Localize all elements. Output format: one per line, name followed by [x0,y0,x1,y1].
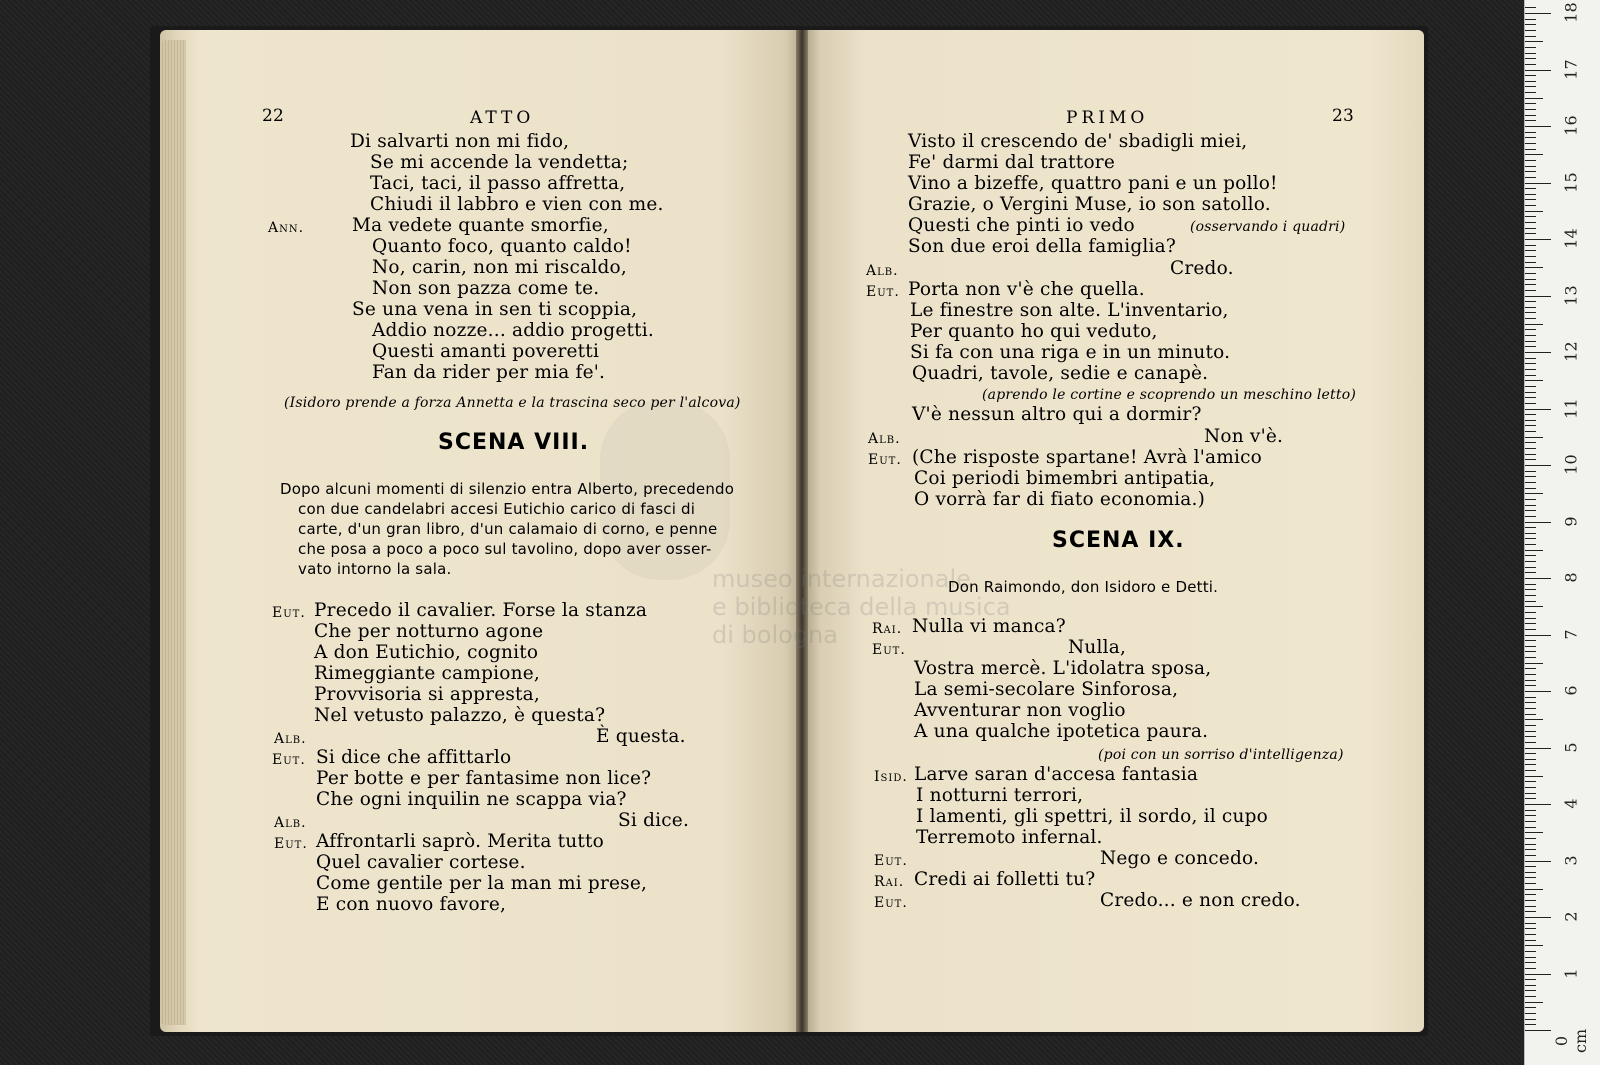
verse-line: V'è nessun altro qui a dormir? [912,404,1202,425]
scene-title: SCENA IX. [1052,528,1185,553]
ruler-tick [1525,691,1551,692]
ruler-tick [1525,527,1536,528]
verse-line: Che ogni inquilin ne scappa via? [316,789,627,810]
ruler-tick [1525,923,1536,924]
ruler-number: 11 [1561,397,1581,419]
ruler-tick [1525,911,1536,912]
ruler-tick [1525,894,1536,895]
ruler-tick [1525,595,1536,596]
speaker-label: Isid. [874,769,908,785]
ruler-tick [1525,329,1536,330]
ruler-tick [1525,979,1536,980]
ruler-tick [1525,488,1536,489]
page-number-right: 23 [1332,106,1355,126]
verse-line: Non son pazza come te. [372,278,600,299]
ruler-tick [1525,685,1536,686]
ruler-number: 12 [1561,341,1581,362]
speaker-label: Ann. [268,220,305,236]
speaker-label: Eut. [866,284,900,300]
ruler-tick [1525,928,1536,929]
scene-title: SCENA VIII. [438,430,590,455]
ruler-tick [1525,454,1536,455]
verse-line: Avventurar non voglio [914,700,1126,721]
stage-direction: (Isidoro prende a forza Annetta e la trascina seco per l'alcova) [284,395,741,411]
ruler-tick [1525,442,1536,443]
ruler-tick [1525,1013,1536,1014]
speaker-label: Eut. [874,853,908,869]
verse-line: Questi che pinti io vedo [908,215,1135,236]
ruler-tick [1525,228,1536,229]
measurement-ruler [1524,0,1600,1065]
ruler-tick [1525,132,1536,133]
ruler-tick [1525,940,1536,941]
ruler-tick [1525,386,1536,387]
verse-line: Le finestre son alte. L'inventario, [910,300,1229,321]
ruler-tick [1525,815,1536,816]
verse-line: (Che risposte spartane! Avrà l'amico [912,447,1262,468]
ruler-tick [1525,759,1536,760]
ruler-tick [1525,448,1536,449]
ruler-tick [1525,584,1536,585]
ruler-tick [1525,177,1536,178]
ruler-number: 10 [1561,454,1581,475]
ruler-tick [1525,126,1551,127]
ruler-tick [1525,380,1543,381]
ruler-tick [1525,75,1536,76]
ruler-tick [1525,24,1536,25]
page-number-left: 22 [262,106,285,126]
ruler-tick [1525,273,1536,274]
scene-description: carte, d'un gran libro, d'un calamaio di corno, e penne [298,520,718,538]
ruler-number: 2 [1561,911,1581,922]
ruler-tick [1525,199,1536,200]
verse-line: Fe' darmi dal trattore [908,152,1115,173]
ruler-tick [1525,606,1543,607]
ruler-tick [1525,567,1536,568]
ruler-tick [1525,154,1543,155]
verse-line: Ma vedete quante smorfie, [352,215,609,236]
verse-line: Porta non v'è che quella. [908,279,1145,300]
ruler-tick [1525,98,1543,99]
ruler-tick [1525,256,1536,257]
ruler-number: 7 [1561,628,1581,640]
ruler-tick [1525,990,1536,991]
speaker-label: Eut. [274,836,308,852]
ruler-tick [1525,538,1536,539]
verse-line: Nego e concedo. [1100,848,1260,869]
verse-line: Se mi accende la vendetta; [370,152,629,173]
ruler-tick [1525,137,1536,138]
ruler-tick [1525,341,1536,342]
ruler-tick [1525,900,1536,901]
ruler-number: 3 [1561,854,1581,866]
ruler-tick [1525,267,1543,268]
ruler-tick [1525,312,1536,313]
ruler-tick [1525,53,1536,54]
ruler-tick [1525,222,1536,223]
ruler-tick [1525,375,1536,376]
ruler-tick [1525,1007,1536,1008]
ruler-tick [1525,510,1536,511]
ruler-tick [1525,482,1536,483]
ruler-number: 15 [1561,171,1581,193]
ruler-tick [1525,561,1536,562]
ruler-tick [1525,810,1536,811]
ruler-tick [1525,171,1536,172]
ruler-tick [1525,397,1536,398]
ruler-tick [1525,409,1551,410]
ruler-tick [1525,832,1543,833]
verse-line: Taci, taci, il passo affretta, [370,173,626,194]
verse-line: Affrontarli saprò. Merita tutto [316,831,604,852]
verse-line: Fan da rider per mia fe'. [372,362,606,383]
ruler-number: 8 [1561,572,1581,583]
ruler-tick [1525,296,1551,297]
ruler-tick [1525,945,1543,946]
verse-line: Per quanto ho qui veduto, [910,321,1158,342]
running-header-right: PRIMO [1066,108,1149,128]
ruler-tick [1525,47,1536,48]
ruler-tick [1525,239,1551,240]
verse-line: Terremoto infernal. [916,827,1103,848]
ruler-tick [1525,363,1536,364]
ruler-tick [1525,36,1536,37]
verse-line: Chiudi il labbro e vien con me. [370,194,664,215]
ruler-tick [1525,58,1536,59]
ruler-tick [1525,358,1536,359]
ruler-tick [1525,205,1536,206]
ruler-tick [1525,284,1536,285]
ruler-tick [1525,736,1536,737]
verse-line: Precedo il cavalier. Forse la stanza [314,600,648,621]
verse-line: È questa. [596,726,686,747]
ruler-tick [1525,906,1536,907]
ruler-tick [1525,798,1536,799]
ruler-tick [1525,866,1536,867]
ruler-tick [1525,764,1536,765]
speaker-label: Alb. [274,815,307,831]
verse-line: E con nuovo favore, [316,894,507,915]
ruler-tick [1525,160,1536,161]
ruler-tick [1525,974,1551,975]
verse-line: Si fa con una riga e in un minuto. [910,342,1231,363]
ruler-tick [1525,245,1536,246]
ruler-tick [1525,392,1536,393]
ruler-tick [1525,725,1536,726]
ruler-tick [1525,369,1536,370]
ruler-tick [1525,827,1536,828]
ruler-tick [1525,301,1536,302]
ruler-tick [1525,103,1536,104]
verse-line: I notturni terrori, [916,785,1084,806]
ruler-tick [1525,708,1536,709]
verse-line: No, carin, non mi riscaldo, [372,257,627,278]
ruler-tick [1525,714,1536,715]
ruler-tick [1525,64,1536,65]
ruler-tick [1525,572,1536,573]
speaker-label: Alb. [868,431,901,447]
ruler-tick [1525,618,1536,619]
ruler-number: 16 [1561,115,1581,136]
speaker-label: Eut. [868,452,902,468]
ruler-tick [1525,459,1536,460]
ruler-tick [1525,657,1536,658]
ruler-tick [1525,849,1536,850]
speaker-label: Eut. [874,895,908,911]
ruler-tick [1525,70,1551,71]
ruler-number: 1 [1561,967,1581,979]
verse-line: Vino a bizeffe, quattro pani e un pollo! [908,173,1278,194]
ruler-tick [1525,838,1536,839]
verse-line: Questi amanti poveretti [372,341,600,362]
ruler-tick [1525,81,1536,82]
ruler-tick [1525,731,1536,732]
scene-description: con due candelabri accesi Eutichio carico di fasci di [298,500,696,518]
running-header-left: ATTO [470,108,535,128]
verse-line: Nulla, [1068,637,1127,658]
ruler-tick [1525,7,1536,8]
ruler-number: 9 [1561,515,1581,527]
ruler-tick [1525,663,1543,664]
watermark-text: museo internazionale e biblioteca della musica di bologna [712,565,1011,649]
ruler-tick [1525,420,1536,421]
ruler-tick [1525,516,1536,517]
ruler-tick [1525,821,1536,822]
ruler-tick [1525,544,1536,545]
ruler-tick [1525,437,1543,438]
ruler-number: 14 [1561,228,1581,249]
ruler-number: 13 [1561,284,1581,306]
ruler-tick [1525,635,1551,636]
ruler-tick [1525,793,1536,794]
verse-line: La semi-secolare Sinforosa, [914,679,1179,700]
ruler-tick [1525,233,1536,234]
stage-direction: (osservando i quadri) [1190,219,1346,235]
verse-line: A una qualche ipotetica paura. [914,721,1209,742]
ruler-tick [1525,120,1536,121]
speaker-label: Eut. [272,752,306,768]
verse-line: Vostra mercè. L'idolatra sposa, [914,658,1212,679]
verse-line: A don Eutichio, cognito [314,642,539,663]
verse-line: Larve saran d'accesa fantasia [914,764,1199,785]
scene-cast: Don Raimondo, don Isidoro e Detti. [948,578,1219,596]
verse-line: Se una vena in sen ti scoppia, [352,299,638,320]
ruler-tick [1525,877,1536,878]
ruler-tick [1525,183,1551,184]
ruler-tick [1525,883,1536,884]
ruler-tick [1525,414,1536,415]
ruler-tick [1525,623,1536,624]
ruler-tick [1525,555,1536,556]
verse-line: Di salvarti non mi fido, [350,131,570,152]
ruler-tick [1525,279,1536,280]
ruler-number: 18 [1561,2,1581,23]
ruler-tick [1525,533,1536,534]
verse-line: Quadri, tavole, sedie e canapè. [912,363,1209,384]
verse-line: Provvisoria si appresta, [314,684,540,705]
ruler-tick [1525,86,1536,87]
ruler-number: 6 [1561,685,1581,696]
ruler-tick [1525,522,1551,523]
ruler-tick [1525,143,1536,144]
speaker-label: Alb. [866,263,899,279]
ruler-tick [1525,194,1536,195]
ruler-tick [1525,115,1536,116]
ruler-tick [1525,951,1536,952]
verse-line: O vorrà far di fiato economia.) [914,489,1206,510]
ruler-tick [1525,787,1536,788]
ruler-tick [1525,601,1536,602]
ruler-tick [1525,855,1536,856]
ruler-tick [1525,493,1543,494]
ruler-tick [1525,1030,1551,1031]
ruler-tick [1525,499,1536,500]
verse-line: Coi periodi bimembri antipatia, [914,468,1216,489]
ruler-tick [1525,290,1536,291]
ruler-tick [1525,471,1536,472]
speaker-label: Alb. [274,731,307,747]
ruler-tick [1525,335,1536,336]
ruler-tick [1525,748,1551,749]
verse-line: Che per notturno agone [314,621,544,642]
verse-line: Si dice. [618,810,690,831]
ruler-tick [1525,30,1536,31]
verse-line: Son due eroi della famiglia? [908,236,1177,257]
ruler-tick [1525,640,1536,641]
ruler-tick [1525,680,1536,681]
ruler-tick [1525,425,1536,426]
speaker-label: Rai. [874,874,905,890]
ruler-tick [1525,41,1543,42]
ruler-tick [1525,776,1543,777]
ruler-tick [1525,697,1536,698]
ruler-tick [1525,188,1536,189]
ruler-tick [1525,742,1536,743]
ruler-tick [1525,1024,1536,1025]
ruler-tick [1525,1019,1536,1020]
ruler-number: 17 [1561,58,1581,80]
scene-description: che posa a poco a poco sul tavolino, dopo aver osser- [298,540,712,558]
verse-line: I lamenti, gli spettri, il sordo, il cupo [916,806,1268,827]
ruler-tick [1525,753,1536,754]
ruler-tick [1525,804,1551,805]
ruler-tick [1525,844,1536,845]
ruler-tick [1525,646,1536,647]
speaker-label: Rai. [872,621,903,637]
ruler-tick [1525,934,1536,935]
ruler-tick [1525,612,1536,613]
ruler-tick [1525,996,1536,997]
ruler-tick [1525,861,1551,862]
verse-line: Quanto foco, quanto caldo! [372,236,632,257]
ruler-tick [1525,962,1536,963]
stage-direction: (aprendo le cortine e scoprendo un meschino letto) [982,387,1356,403]
ruler-tick [1525,889,1543,890]
ruler-tick [1525,431,1536,432]
ruler-tick [1525,19,1536,20]
ruler-tick [1525,668,1536,669]
verse-line: Rimeggiante campione, [314,663,540,684]
ruler-tick [1525,262,1536,263]
ruler-tick [1525,957,1536,958]
verse-line: Addio nozze... addio progetti. [372,320,654,341]
ruler-unit-label: 0 cm [1552,1028,1590,1053]
ruler-tick [1525,211,1543,212]
ruler-tick [1525,166,1536,167]
ruler-tick [1525,550,1543,551]
verse-line: Credi ai folletti tu? [914,869,1096,890]
ruler-tick [1525,781,1536,782]
scene-description: Dopo alcuni momenti di silenzio entra Alberto, precedendo [280,480,735,498]
ruler-tick [1525,403,1536,404]
speaker-label: Eut. [872,642,906,658]
ruler-tick [1525,674,1536,675]
verse-line: Per botte e per fantasime non lice? [316,768,652,789]
verse-line: Quel cavalier cortese. [316,852,526,873]
ruler-tick [1525,92,1536,93]
ruler-tick [1525,589,1536,590]
ruler-tick [1525,702,1536,703]
ruler-tick [1525,13,1551,14]
ruler-tick [1525,318,1536,319]
ruler-tick [1525,324,1543,325]
ruler-tick [1525,250,1536,251]
ruler-tick [1525,216,1536,217]
verse-line: Si dice che affittarlo [316,747,512,768]
verse-line: Nulla vi manca? [912,616,1066,637]
ruler-number: 5 [1561,741,1581,753]
verse-line: Come gentile per la man mi prese, [316,873,648,894]
ruler-tick [1525,578,1551,579]
ruler-tick [1525,985,1536,986]
verse-line: Credo... e non credo. [1100,890,1301,911]
ruler-tick [1525,1002,1543,1003]
ruler-tick [1525,872,1536,873]
ruler-tick [1525,476,1536,477]
ruler-tick [1525,651,1536,652]
ruler-tick [1525,346,1536,347]
ruler-tick [1525,352,1551,353]
ruler-tick [1525,770,1536,771]
page-edges [160,40,186,1025]
ruler-tick [1525,968,1536,969]
verse-line: Grazie, o Vergini Muse, io son satollo. [908,194,1271,215]
scene-description: vato intorno la sala. [298,560,452,578]
book-gutter [796,30,808,1032]
ruler-tick [1525,307,1536,308]
verse-line: Visto il crescendo de' sbadigli miei, [908,131,1248,152]
ruler-tick [1525,719,1543,720]
verse-line: Nel vetusto palazzo, è questa? [314,705,606,726]
ruler-tick [1525,109,1536,110]
ruler-tick [1525,149,1536,150]
ruler-tick [1525,629,1536,630]
speaker-label: Eut. [272,605,306,621]
ruler-tick [1525,917,1551,918]
verse-line: Credo. [1170,258,1234,279]
ruler-tick [1525,505,1536,506]
ruler-tick [1525,465,1551,466]
stage-direction: (poi con un sorriso d'intelligenza) [1098,747,1344,763]
ruler-number: 4 [1561,798,1581,809]
verse-line: Non v'è. [1204,426,1284,447]
